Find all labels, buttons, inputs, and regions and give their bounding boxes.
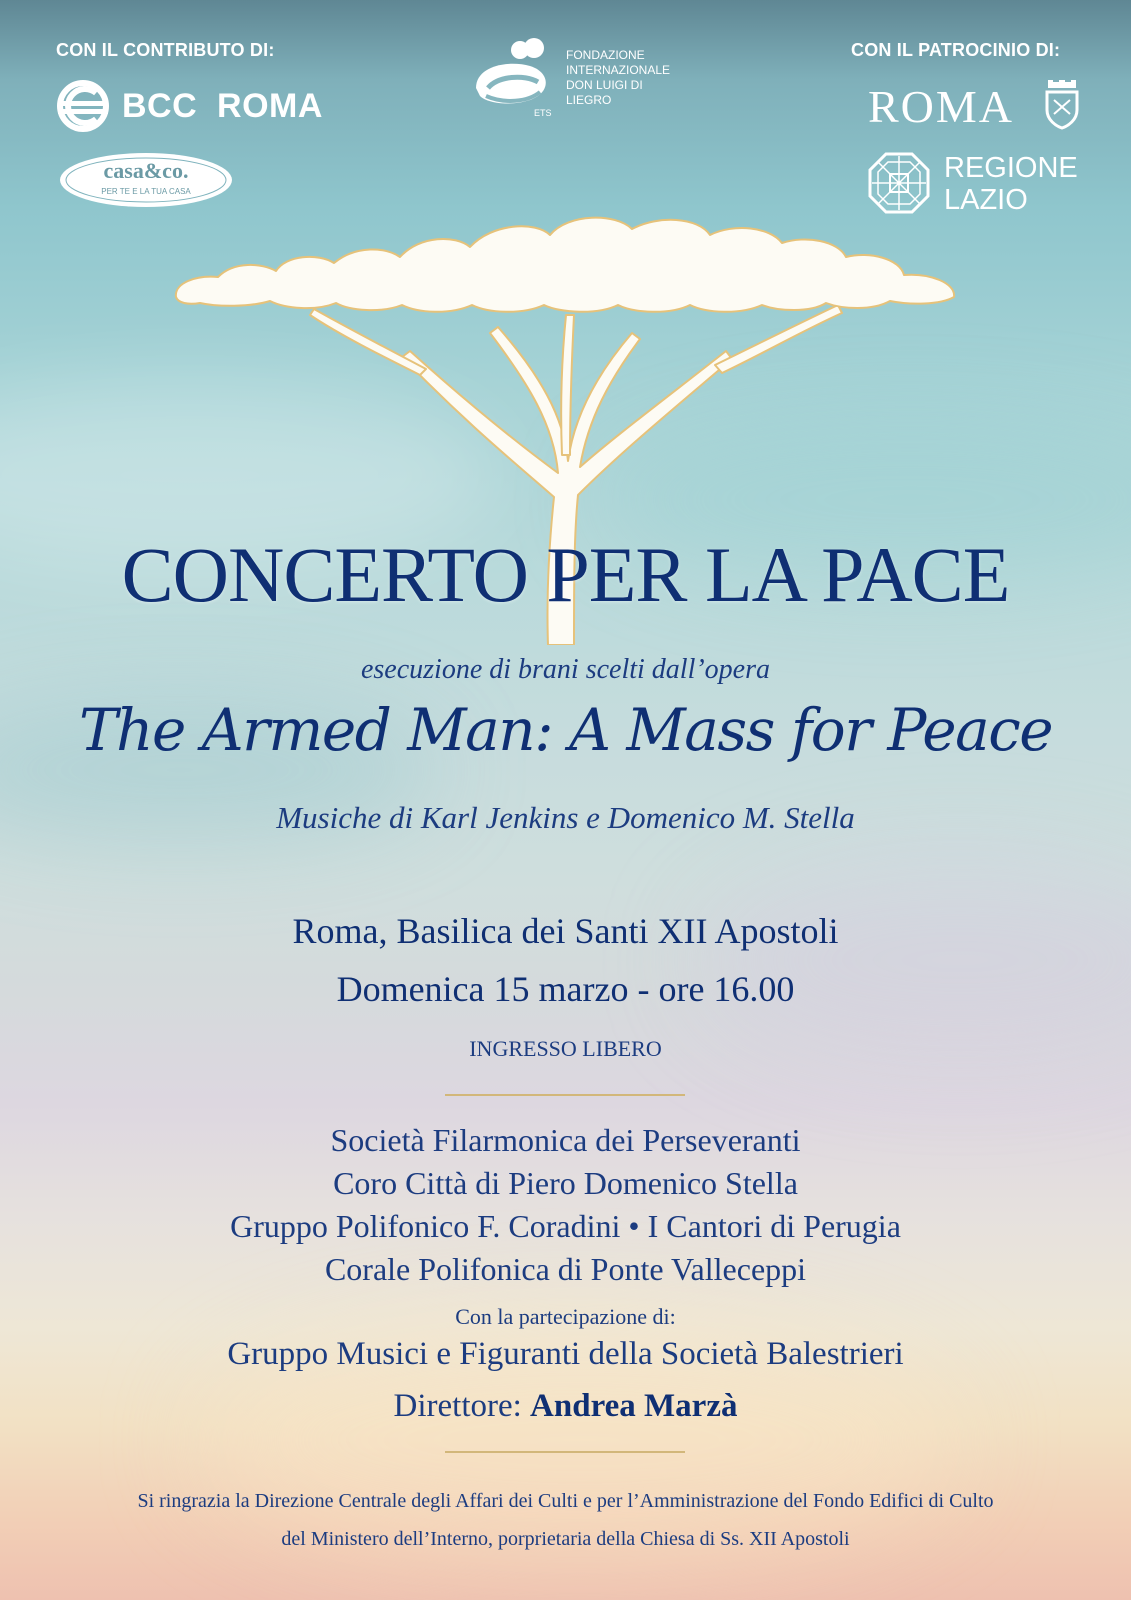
- performer-group: Corale Polifonica di Ponte Valleceppi: [324, 1251, 807, 1287]
- director-label: Direttore:: [393, 1388, 531, 1424]
- bcc-roma-logo: [56, 78, 346, 134]
- thanks-line: Si ringrazia la Direzione Centrale degli Affari dei Culti e per l’Amministrazione del Fondo Edifici di Culto: [137, 1490, 994, 1512]
- regione-lazio-text: REGIONE LAZIO: [944, 152, 1078, 216]
- roma-crest-icon: [1044, 80, 1080, 130]
- participation-label: Con la partecipazione di:: [455, 1304, 676, 1329]
- fondazione-line: INTERNAZIONALE: [566, 63, 671, 77]
- svg-text:ETS: ETS: [534, 108, 552, 118]
- date-time-line: Domenica 15 marzo - ore 16.00: [336, 969, 795, 1009]
- watercolor-wash: [700, 860, 1131, 1060]
- fondazione-logo: [468, 36, 688, 122]
- bcc-logo-icon: [56, 79, 110, 133]
- casa-co-logo-icon: [57, 150, 235, 210]
- gold-divider: [445, 1094, 685, 1096]
- contributo-label: CON IL CONTRIBUTO DI:: [56, 40, 275, 60]
- bcc-roma-text: BCC ROMA: [122, 86, 323, 125]
- venue-line: Roma, Basilica dei Santi XII Apostoli: [292, 911, 839, 951]
- fondazione-logo-icon: [468, 36, 564, 122]
- fondazione-line: DON LUIGI DI LIEGRO: [566, 78, 643, 107]
- work-title: The Armed Man: A Mass for Peace: [78, 696, 1053, 764]
- performer-group: Coro Città di Piero Domenico Stella: [333, 1165, 798, 1201]
- guest-group: Gruppo Musici e Figuranti della Società Balestrieri: [227, 1336, 904, 1372]
- fondazione-name: [566, 48, 688, 108]
- concert-subtitle: esecuzione di brani scelti dall’opera: [360, 654, 771, 685]
- admission-line: INGRESSO LIBERO: [469, 1036, 662, 1061]
- gold-divider: [445, 1451, 685, 1453]
- director-name: Andrea Marzà: [530, 1388, 738, 1424]
- fondazione-line: FONDAZIONE: [566, 48, 645, 62]
- performer-group: Gruppo Polifonico F. Coradini • I Cantori di Perugia: [230, 1208, 901, 1244]
- patrocinio-label: CON IL PATROCINIO DI:: [851, 40, 1061, 60]
- concert-title: CONCERTO PER LA PACE: [121, 531, 1010, 618]
- director-line: [0, 1388, 1131, 1425]
- composers-line: Musiche di Karl Jenkins e Domenico M. Stella: [276, 800, 855, 835]
- performer-group: Società Filarmonica dei Perseveranti: [330, 1122, 801, 1158]
- svg-text:PER TE E LA TUA CASA: PER TE E LA TUA CASA: [101, 187, 191, 196]
- thanks-line: del Ministero dell’Interno, porprietaria della Chiesa di Ss. XII Apostoli: [281, 1528, 850, 1550]
- roma-text: ROMA: [868, 81, 1015, 132]
- svg-text:casa&co.: casa&co.: [103, 158, 189, 183]
- thanks-note: [0, 1482, 1131, 1558]
- roma-logo: [868, 80, 1084, 136]
